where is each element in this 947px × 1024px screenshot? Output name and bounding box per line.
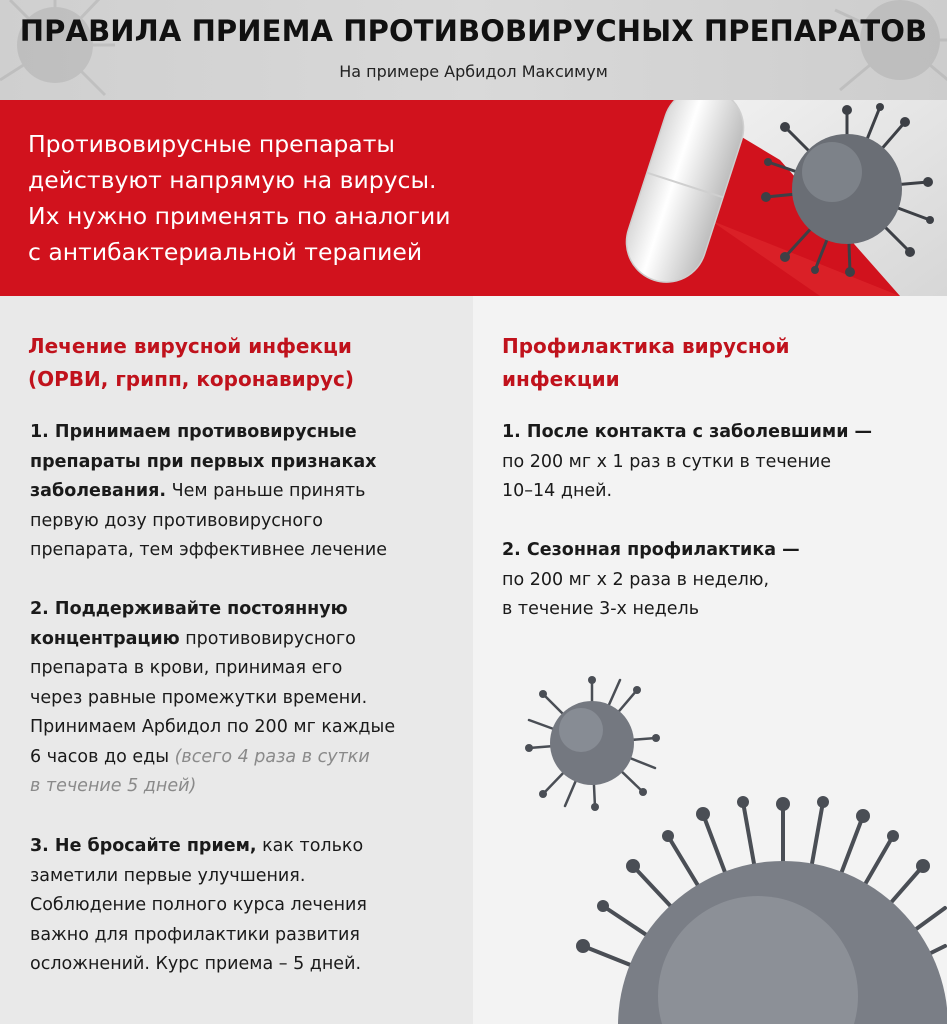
prevention-heading: Профилактика вирусной инфекции [502,334,790,391]
treatment-column [0,296,473,1024]
virus-icon [760,102,935,277]
page-subtitle: На примере Арбидол Максимум [339,62,608,81]
prevention-column [473,296,947,1024]
treatment-item-2: 2. Поддерживайте постоянную концентрацию противовирусного препарата в крови, принимая его через равные промежутки времени. Принимаем Арбидол по 200 мг каждые 6 часов до еды (всего 4 раза в сутки в течение 5 дней) [30,599,396,796]
intro-line: действуют напрямую на вирусы. [28,166,437,194]
prevention-item-2: 2. Сезонная профилактика — по 200 мг х 2 раза в неделю, в течение 3-х недель [502,540,800,619]
treatment-item-1: 1. Принимаем противовирусные препараты при первых признаках заболевания. Чем раньше принять первую дозу противовирусного препарата, тем эффективнее лечение [30,422,388,560]
intro-line: Противовирусные препараты [28,130,395,158]
intro-line: с антибактериальной терапией [28,238,423,266]
virus-large-icon [573,796,947,1024]
treatment-heading: Лечение вирусной инфекци (ОРВИ, грипп, коронавирус) [28,334,355,391]
capsule-icon [600,100,770,290]
page-title: ПРАВИЛА ПРИЕМА ПРОТИВОВИРУСНЫХ ПРЕПАРАТОВ [19,14,928,48]
prevention-item-1: 1. После контакта с заболевшими — по 200 мг х 1 раз в сутки в течение 10–14 дней. [502,422,873,501]
header [0,0,947,100]
intro-text [28,126,508,270]
intro-line: Их нужно применять по аналогии [28,202,451,230]
virus-small-icon [525,676,660,811]
treatment-item-3: 3. Не бросайте прием, как только заметили первые улучшения. Соблюдение полного курса лечения важно для профилактики развития осложнений. Курс приема – 5 дней. [30,836,367,974]
intro-banner [0,100,947,296]
